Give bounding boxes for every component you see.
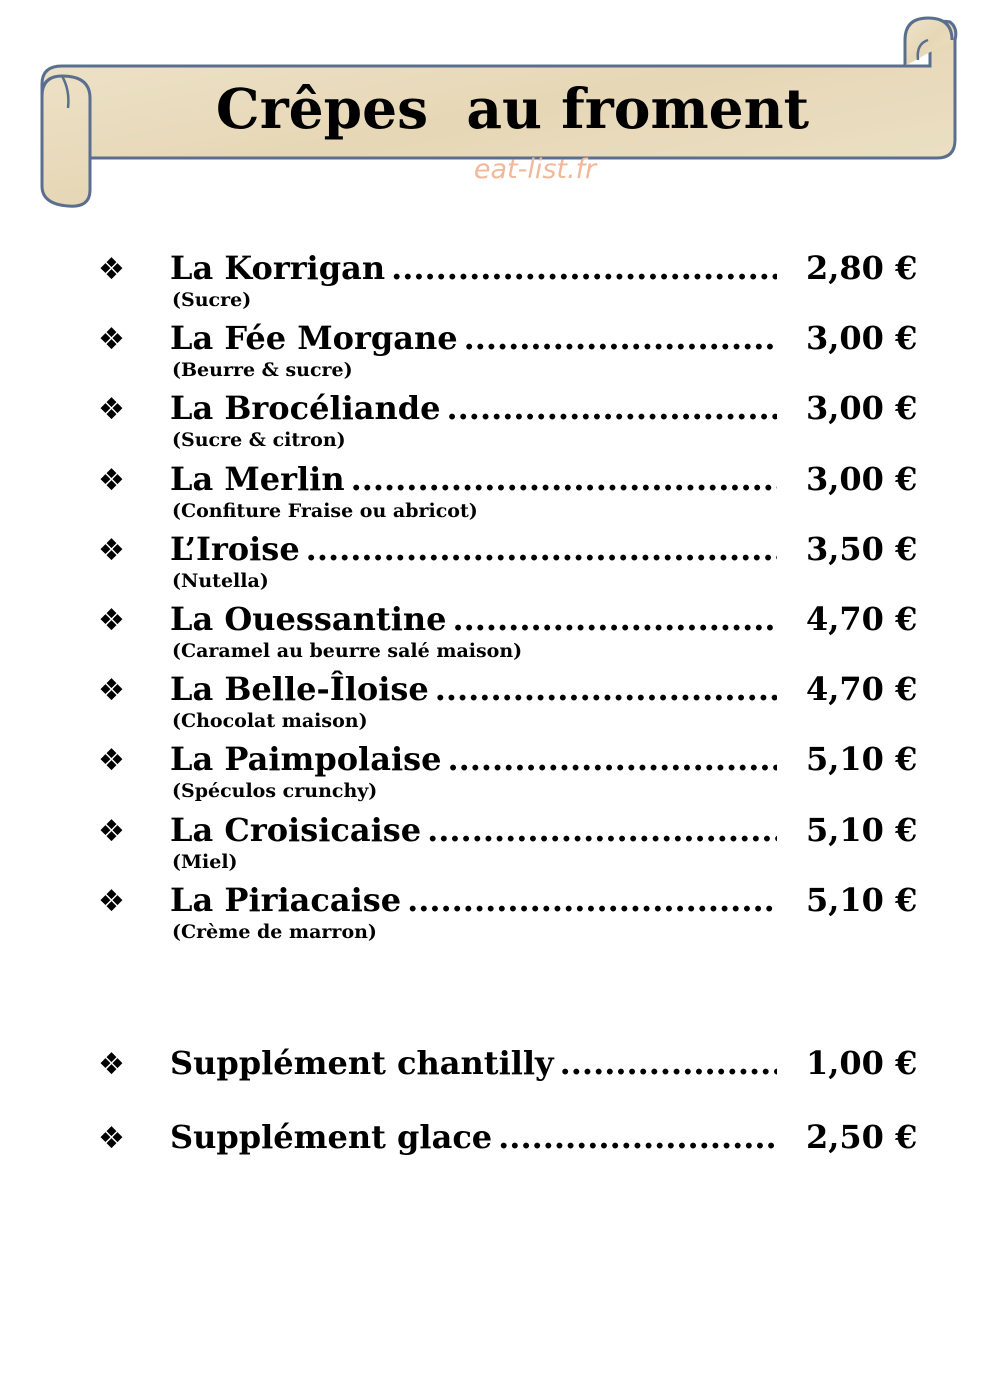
item-line	[170, 599, 777, 639]
item-name: La Paimpolaise	[170, 740, 442, 779]
dot-leader	[464, 318, 777, 358]
item-price: 4,70 €	[806, 670, 918, 709]
item-description: (Miel)	[172, 850, 238, 873]
item-line	[170, 880, 777, 920]
supplement-item	[0, 1117, 989, 1187]
dot-leader	[306, 529, 777, 569]
item-name: Supplément glace	[170, 1118, 493, 1156]
bullet-icon: ❖	[98, 1121, 125, 1156]
dot-leader	[498, 1117, 777, 1157]
dot-leader	[351, 459, 777, 499]
dot-leader	[391, 248, 777, 288]
item-name: La Fée Morgane	[170, 319, 458, 358]
bullet-icon: ❖	[98, 322, 125, 358]
item-line	[170, 739, 777, 779]
item-line	[170, 248, 777, 288]
item-line	[170, 529, 777, 569]
dot-leader	[447, 388, 777, 428]
menu-item	[0, 810, 989, 880]
bullet-icon: ❖	[98, 883, 125, 919]
item-price: 4,70 €	[806, 600, 918, 638]
item-price: 5,10 €	[806, 880, 918, 919]
item-price: 2,50 €	[806, 1118, 918, 1156]
item-line	[170, 459, 777, 499]
page-title: Crêpes au froment	[215, 76, 810, 141]
item-description: (Nutella)	[172, 569, 269, 592]
dot-leader	[452, 599, 777, 639]
bullet-icon: ❖	[98, 462, 125, 498]
menu-item	[0, 318, 989, 388]
item-name: La Brocéliande	[170, 389, 441, 428]
bullet-icon: ❖	[98, 603, 125, 638]
dot-leader	[435, 669, 777, 709]
item-price: 5,10 €	[806, 740, 918, 779]
item-description: (Spéculos crunchy)	[172, 780, 378, 803]
menu-item	[0, 880, 989, 950]
bullet-icon: ❖	[98, 743, 125, 779]
item-price: 3,00 €	[806, 319, 918, 358]
dot-leader	[407, 880, 777, 920]
item-name: La Piriacaise	[170, 880, 402, 919]
item-price: 3,00 €	[806, 459, 918, 498]
dot-leader	[447, 739, 777, 779]
item-price: 5,10 €	[806, 810, 918, 849]
bullet-icon: ❖	[98, 252, 125, 287]
item-price: 2,80 €	[806, 249, 918, 287]
item-name: La Ouessantine	[170, 600, 447, 638]
item-line	[170, 1117, 777, 1157]
menu-item	[0, 248, 989, 318]
item-line	[170, 810, 777, 850]
bullet-icon: ❖	[98, 392, 125, 428]
item-description: (Confiture Fraise ou abricot)	[172, 499, 478, 522]
item-description: (Chocolat maison)	[172, 710, 368, 733]
bullet-icon: ❖	[98, 532, 125, 568]
item-description: (Crème de marron)	[172, 920, 377, 943]
menu-item	[0, 529, 989, 599]
menu-item	[0, 739, 989, 809]
dot-leader	[560, 1043, 777, 1083]
item-description: (Sucre & citron)	[172, 429, 346, 452]
item-name: La Belle-Îloise	[170, 670, 429, 709]
item-line	[170, 669, 777, 709]
item-line	[170, 388, 777, 428]
bullet-icon: ❖	[98, 813, 125, 849]
item-description: (Sucre)	[172, 289, 252, 311]
item-price: 3,50 €	[806, 529, 918, 568]
item-description: (Beurre & sucre)	[172, 359, 353, 382]
item-price: 1,00 €	[806, 1044, 918, 1082]
item-name: Supplément chantilly	[170, 1044, 554, 1082]
dot-leader	[427, 810, 777, 850]
item-name: La Korrigan	[170, 249, 386, 287]
menu-item	[0, 669, 989, 739]
menu-item	[0, 459, 989, 529]
menu-item	[0, 599, 989, 669]
item-line	[170, 318, 777, 358]
bullet-icon: ❖	[98, 673, 125, 709]
watermark: eat-list.fr	[473, 154, 597, 185]
item-price: 3,00 €	[806, 389, 918, 428]
scroll-banner	[0, 0, 989, 215]
bullet-icon: ❖	[98, 1047, 125, 1082]
item-name: La Croisicaise	[170, 810, 422, 849]
item-name: L’Iroise	[170, 529, 300, 568]
item-line	[170, 1043, 777, 1083]
item-name: La Merlin	[170, 459, 345, 498]
menu-item	[0, 388, 989, 458]
item-description: (Caramel au beurre salé maison)	[172, 640, 523, 662]
supplement-item	[0, 1043, 989, 1113]
